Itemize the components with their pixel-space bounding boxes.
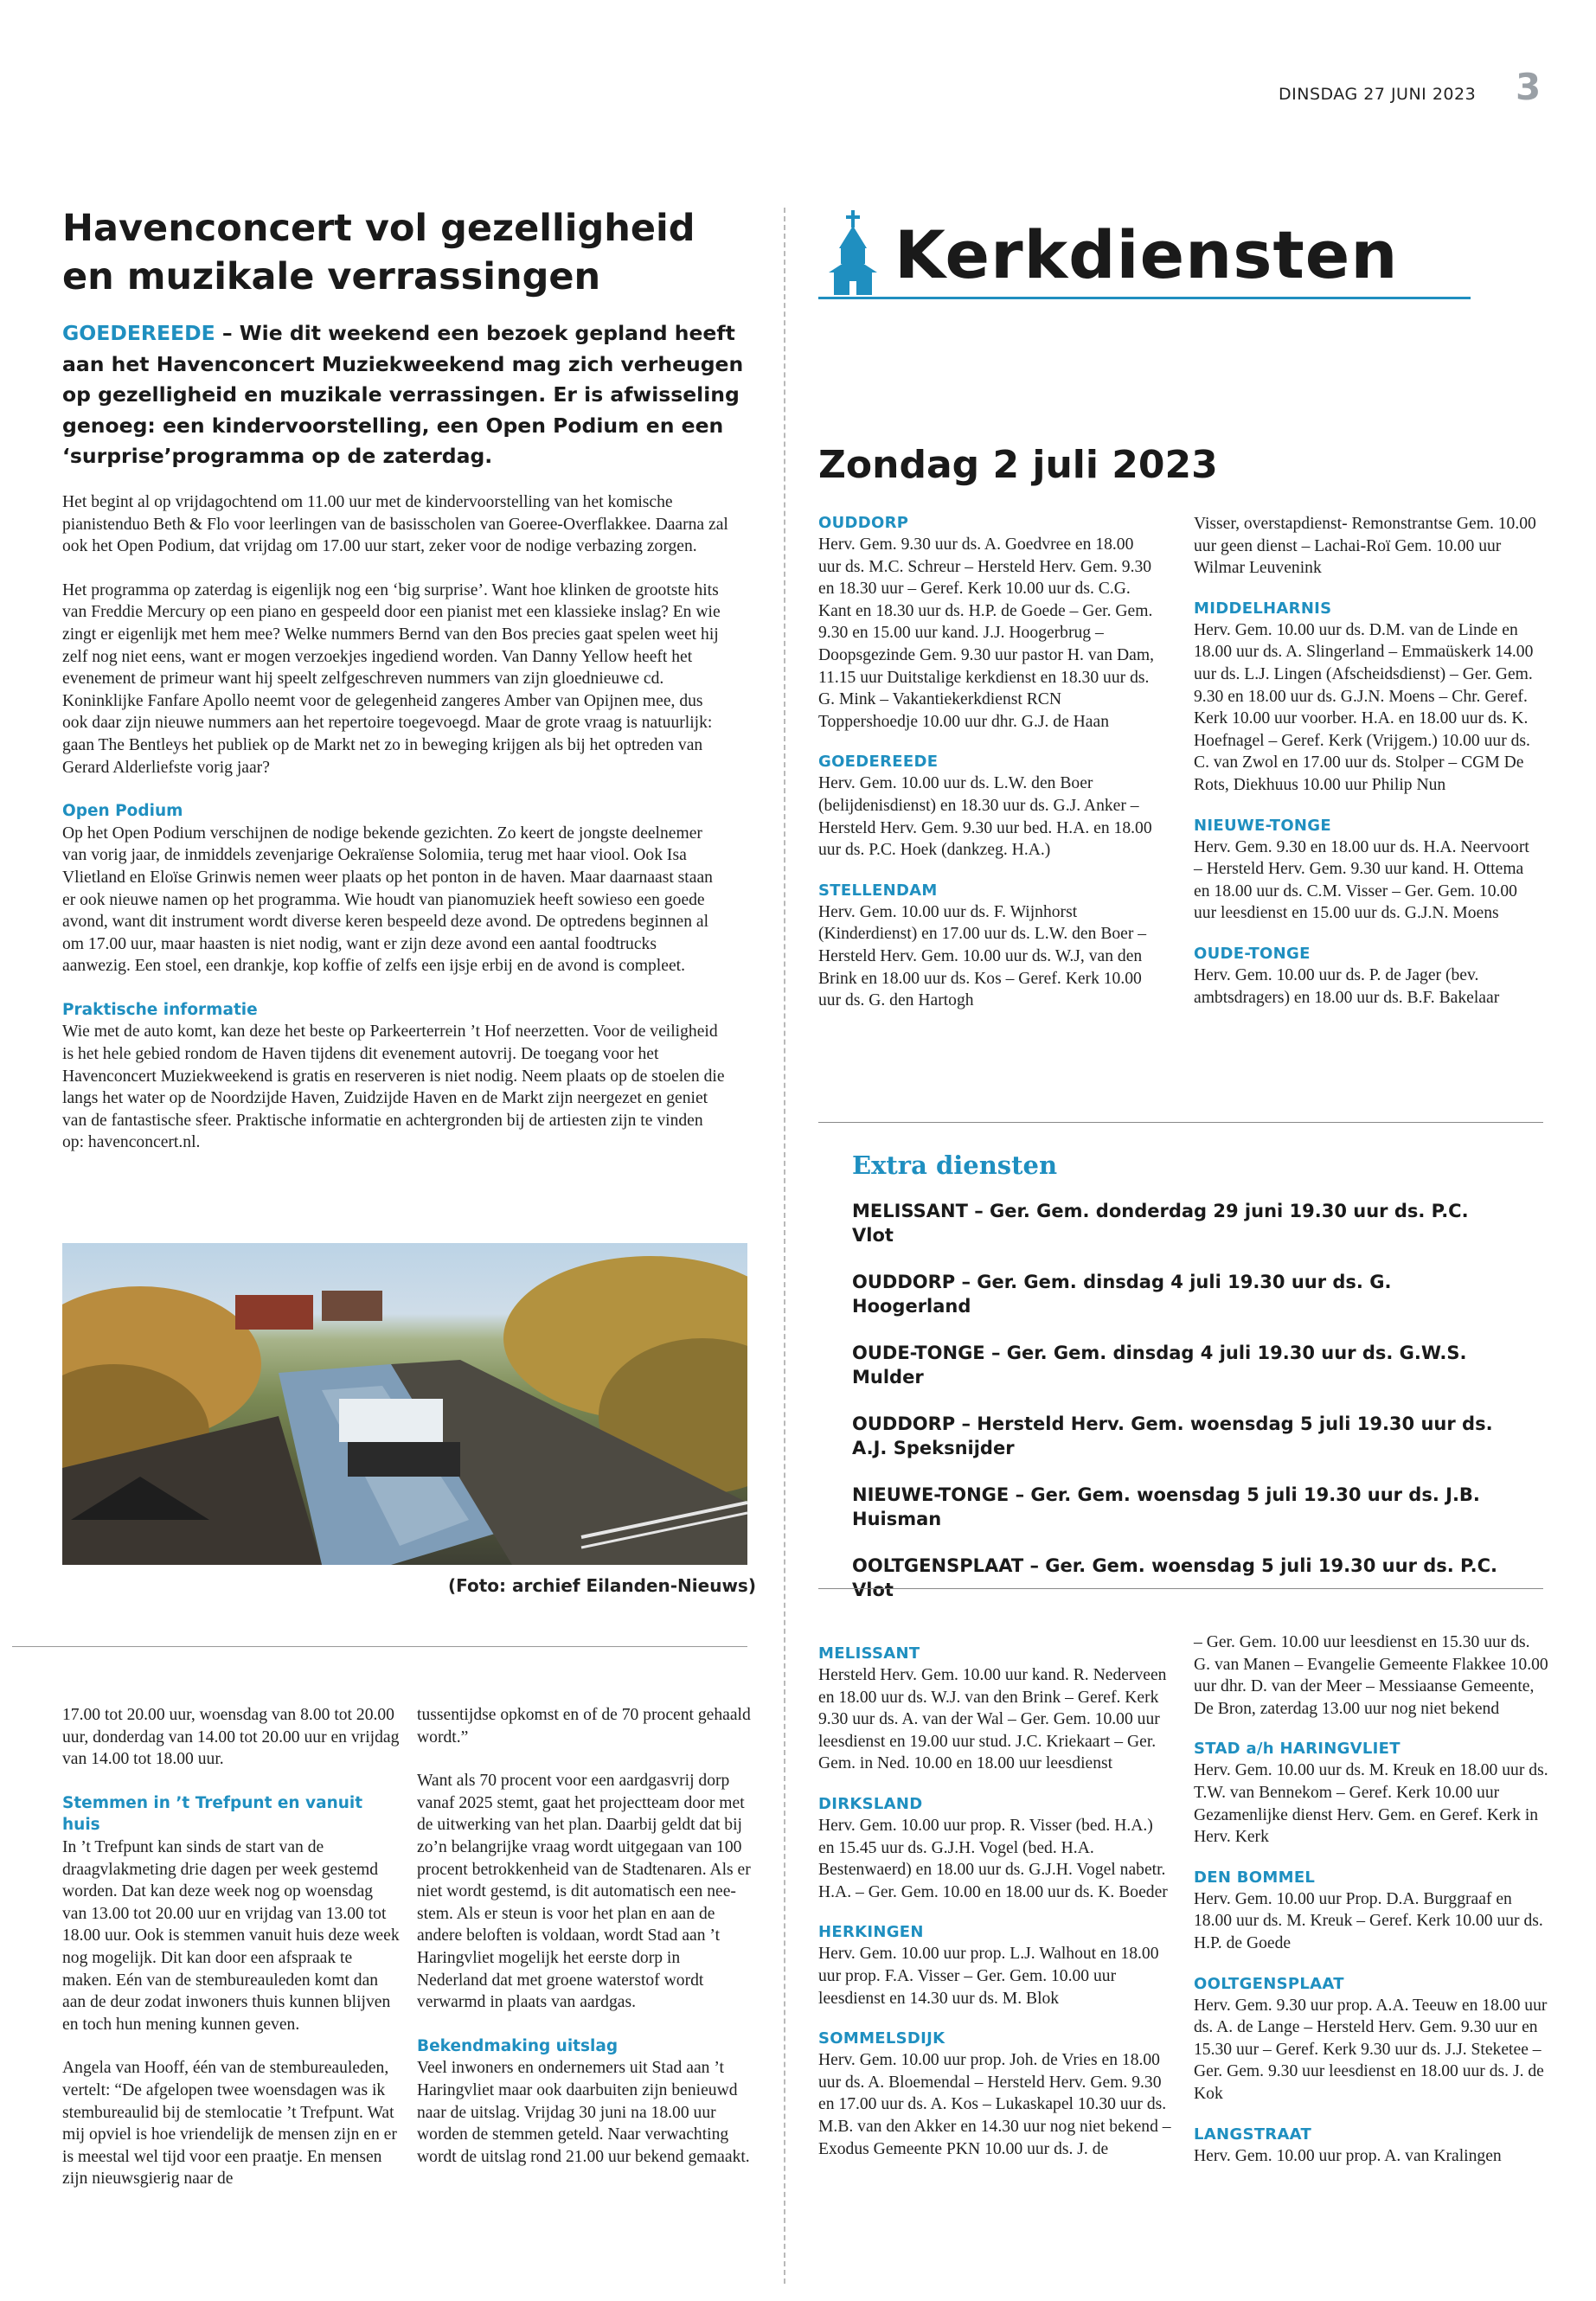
service-text: Herv. Gem. 10.00 uur ds. P. de Jager (bev. ambtsdragers) en 18.00 uur ds. B.F. Bakelaar	[1194, 965, 1500, 1007]
kerkdiensten-title-rule	[818, 297, 1471, 299]
place-name: DEN BOMMEL	[1194, 1868, 1316, 1887]
extra-diensten-title: Extra diensten	[852, 1150, 1058, 1180]
place-name: MIDDELHARNIS	[1194, 599, 1332, 618]
service-text: Herv. Gem. 10.00 uur ds. L.W. den Boer (belijdenisdienst) en 18.30 uur ds. G.J. Anker – Hersteld Herv. Gem. 9.30 uur bed. H.A. en 18.00 uur ds. P.C. Hoek (dankzeg. H.A.)	[818, 774, 1152, 860]
place-name: OUDE-TONGE	[1194, 944, 1311, 963]
church-entry	[1194, 1739, 1548, 1848]
place-name: STELLENDAM	[818, 881, 938, 900]
article-body	[62, 491, 728, 1176]
church-icon	[829, 210, 877, 299]
continued-column-1	[62, 1704, 400, 2212]
continued-paragraph-3: Angela van Hooff, één van de stembureauleden, vertelt: “De afgelopen twee woensdagen was ik stembureaulid bij de stemlocatie ’t Trefpunt. Wat mij opviel is hoe vriendelijk de mensen zijn en er is meestal wel tijd voor een praatje. En mensen zijn nieuwsgierig naar de	[62, 2059, 397, 2189]
page-date: DINSDAG 27 JUNI 2023	[1279, 85, 1477, 104]
church-entry	[818, 1644, 1173, 1775]
extra-service-item: OUDE-TONGE – Ger. Gem. dinsdag 4 juli 19.30 uur ds. G.W.S. Mulder	[852, 1343, 1467, 1388]
church-entry	[1194, 1974, 1548, 2106]
church-icon-svg	[829, 210, 877, 295]
church-entry	[1194, 2125, 1548, 2168]
church-entry	[1194, 944, 1540, 1009]
place-name: GOEDEREEDE	[818, 753, 939, 772]
place-name: OOLTGENSPLAAT	[1194, 1974, 1344, 1993]
service-text: Herv. Gem. 10.00 uur Prop. D.A. Burggraaf en 18.00 uur ds. M. Kreuk – Geref. Kerk 10.00 uur ds. H.P. de Goede	[1194, 1889, 1543, 1952]
article-paragraph-2: Het programma op zaterdag is eigenlijk nog een ‘big surprise’. Want hoe klinken de grootste hits van Freddie Mercury op een piano en gespeeld door een pianist met een klassieke inslag? En wie zingt er eigenlijk met hem mee? Welke nummers Bernd van den Bos precies gaat spelen weet hij zelf nog niet eens, want er mogen verzoekjes ingediend worden. Van Danny Yellow heeft het evenement de primeur want hij speelt zelfgeschreven nummers van zijn gloednieuwe cd. Koninklijke Fanfare Apollo neemt voor de gelegenheid zangeres Amber van Opijnen mee, dus ook daar zijn nieuwe nummers aan het repertoire toegevoegd. Maar de grote vraag is natuurlijk: gaan The Bentleys het publiek op de Markt net zo in beweging krijgen als bij het optreden van Gerard Alderliefste vorig jaar?	[62, 580, 721, 777]
service-text: Hersteld Herv. Gem. 10.00 uur kand. R. Nederveen en 18.00 uur ds. W.J. van den Brink – Geref. Kerk 9.30 uur ds. A. van der Wal – Ger. Gem. 10.00 uur leesdienst en 19.00 uur stud. J.C. Kriekaart – Ger. Gem. in Ned. 10.00 en 18.00 uur leesdienst	[818, 1666, 1167, 1773]
article-paragraph-4: Wie met de auto komt, kan deze het beste op Parkeerterrein ’t Hof neerzetten. Voor de veiligheid is het hele gebied rondom de Haven tijdens dit evenement autovrij. De toegang voor het Havenconcert Muziekweekend is gratis en reserveren is niet nodig. Neem plaats op de stoelen die langs het water op de Noordzijde Haven, Zuidzijde Haven en de Markt zijn neergezet en geniet van de fantastische sfeer. Praktische informatie en achtergronden bij de artiesten zijn te vinden op: havenconcert.nl.	[62, 1022, 725, 1152]
article-title-line1: Havenconcert vol gezelligheid	[62, 207, 695, 250]
extra-service-item: OUDDORP – Ger. Gem. dinsdag 4 juli 19.30 uur ds. G. Hoogerland	[852, 1272, 1392, 1317]
continued-subhead-uitslag: Bekendmaking uitslag	[417, 2036, 619, 2055]
service-text: Herv. Gem. 9.30 uur prop. A.A. Teeuw en 18.00 uur ds. A. de Lange – Hersteld Herv. Gem. 9.30 uur en 15.30 uur – Geref. Kerk 9.30 uur ds. J.J. Steketee – Ger. Gem. 9.30 uur leesdienst en 18.00 uur ds. J. de Kok	[1194, 1996, 1548, 2103]
church-entry	[818, 752, 1156, 861]
kerkdiensten-column-2	[1194, 513, 1540, 1028]
extra-diensten-bottom-rule	[818, 1588, 1543, 1589]
place-name: NIEUWE-TONGE	[1194, 816, 1331, 835]
service-text-continued: Visser, overstapdienst- Remonstrantse Gem. 10.00 uur geen dienst – Lachai-Roï Gem. 10.00 uur Wilmar Leuvenink	[1194, 515, 1536, 578]
service-text: Herv. Gem. 10.00 uur prop. Joh. de Vries en 18.00 uur ds. A. Bloemendal – Hersteld Herv. Gem. 9.30 en 17.00 uur ds. A. Kos – Lukaskapel 10.30 uur ds. M.B. van den Akker en 14.30 uur nog niet bekend – Exodus Gemeente PKN 10.00 uur ds. J. de	[818, 2051, 1171, 2158]
kerkdiensten-date: Zondag 2 juli 2023	[818, 443, 1218, 487]
service-text: Herv. Gem. 10.00 uur ds. F. Wijnhorst (Kinderdienst) en 17.00 uur ds. L.W. den Boer – Hersteld Herv. Gem. 10.00 uur ds. W.J, van den Brink en 18.00 uur ds. Kos – Geref. Kerk 10.00 uur ds. G. den Hartogh	[818, 902, 1147, 1010]
article-subhead-praktische-informatie: Praktische informatie	[62, 1000, 258, 1019]
kerkdiensten-column-3	[818, 1644, 1173, 2179]
article-title	[62, 204, 772, 301]
continued-paragraph-4: tussentijdse opkomst en of de 70 procent gehaald wordt.”	[417, 1706, 751, 1747]
church-entry	[1194, 599, 1540, 797]
church-entry	[1194, 1868, 1548, 1955]
article-title-line2: en muzikale verrassingen	[62, 255, 601, 298]
service-text: Herv. Gem. 10.00 uur prop. L.J. Walhout en 18.00 uur prop. F.A. Visser – Ger. Gem. 10.00 uur leesdienst en 14.30 uur ds. M. Blok	[818, 1945, 1159, 2008]
service-text-continued: – Ger. Gem. 10.00 uur leesdienst en 15.30 uur ds. G. van Manen – Evangelie Gemeente Flakkee 10.00 uur dhr. D. van der Meer – Messiaanse Gemeente, De Bron, zaterdag 13.00 uur nog niet bekend	[1194, 1633, 1548, 1718]
church-entry	[818, 881, 1156, 1012]
church-entry	[818, 2029, 1173, 2160]
continued-paragraph-2: In ’t Trefpunt kan sinds de start van de draagvlakmeting drie dagen per week gestemd worden. Dat kan deze week nog op woensdag van 13.00 tot 20.00 uur en vrijdag van 13.00 tot 18.00 uur. Ook is stemmen vanuit huis deze week nog mogelijk. Dit kan door een afspraak te maken. Eén van de stembureauleden komt dan aan de deur zodat inwoners thuis kunnen blijven en toch hun mening kunnen geven.	[62, 1837, 400, 2034]
service-text: Herv. Gem. 10.00 uur prop. A. van Kralingen	[1194, 2146, 1502, 2165]
article-paragraph-1: Het begint al op vrijdagochtend om 11.00 uur met de kindervoorstelling van het komische pianistenduo Beth & Flo voor leerlingen van de basisscholen van Goeree-Overflakkee. Daarna zal ook het Open Podium, dat vrijdag om 17.00 uur start, zeker voor de nodige verbazing zorgen.	[62, 493, 728, 556]
church-entry	[818, 1922, 1173, 2009]
extra-service-item: OUDDORP – Hersteld Herv. Gem. woensdag 5 juli 19.30 uur ds. A.J. Speksnijder	[852, 1413, 1493, 1458]
place-name: DIRKSLAND	[818, 1794, 923, 1813]
service-text: Herv. Gem. 10.00 uur ds. M. Kreuk en 18.00 uur ds. T.W. van Bennekom – Geref. Kerk 10.00 uur Gezamenlijke dienst Herv. Gem. en Geref. Kerk in Herv. Kerk	[1194, 1761, 1548, 1847]
extra-service-item: MELISSANT – Ger. Gem. donderdag 29 juni 19.30 uur ds. P.C. Vlot	[852, 1201, 1469, 1246]
extra-diensten-top-rule	[818, 1122, 1543, 1123]
continued-column-2	[417, 1704, 754, 2189]
place-name: LANGSTRAAT	[1194, 2125, 1312, 2144]
place-name: STAD a/h HARINGVLIET	[1194, 1740, 1401, 1759]
article-paragraph-3: Op het Open Podium verschijnen de nodige bekende gezichten. Zo keert de jongste deelnemer van vorig jaar, de inmiddels zevenjarige Oekraïense Solomiia, terug met haar viool. Ook Isa Vlietland en Eloïse Grinwis nemen weer plaats op het ponton in de haven. Maar daarnaast staan er ook nieuwe namen op het programma. Wie houdt van pianomuziek heeft sowieso een goede avond, want dit instrument wordt diverse keren bespeeld deze avond. De optredens beginnen al om 17.00 uur, maar haasten is niet nodig, want er zijn deze avond een aantal foodtrucks aanwezig. Een stoel, een drankje, kop koffie of zelfs een ijsje erbij en de avond is compleet.	[62, 824, 713, 976]
kerkdiensten-title: Kerkdiensten	[894, 216, 1399, 293]
kerkdiensten-column-4	[1194, 1631, 1548, 2186]
kerkdiensten-column-1	[818, 513, 1156, 1031]
continued-paragraph-5: Want als 70 procent voor een aardgasvrij dorp vanaf 2025 stemt, gaat het projectteam door met de uitwerking van het plan. Daarbij geldt dat bij zo’n belangrijke vraag wordt uitgegaan van 100 procent betrokkenheid van de Stadtenaren. Als er niet wordt gestemd, is dit automatisch een nee-stem. Als er steun is voor het plan en aan de andere beloften is voldaan, wordt Stad aan ’t Haringvliet mogelijk het eerste dorp in Nederland dat met groene waterstof wordt verwarmd in plaats van aardgas.	[417, 1772, 751, 2012]
column-divider	[784, 208, 785, 2284]
service-text: Herv. Gem. 9.30 en 18.00 uur ds. H.A. Neervoort – Hersteld Herv. Gem. 9.30 uur kand. H. Ottema en 18.00 uur ds. C.M. Visser – Ger. Gem. 10.00 uur leesdienst en 15.00 uur ds. G.J.N. Moens	[1194, 837, 1529, 923]
extra-service-item: NIEUWE-TONGE – Ger. Gem. woensdag 5 juli 19.30 uur ds. J.B. Huisman	[852, 1484, 1480, 1529]
church-entry	[818, 513, 1156, 733]
page-number: 3	[1516, 66, 1542, 108]
continued-paragraph-6: Veel inwoners en ondernemers uit Stad aan ’t Haringvliet maar ook daarbuiten zijn benieuwd naar de uitslag. Vrijdag 30 juni na 18.00 uur worden de stemmen geteld. Naar verwachting wordt de uitslag rond 21.00 uur bekend gemaakt.	[417, 2059, 750, 2166]
article-lead-text: – Wie dit weekend een bezoek gepland heeft aan het Havenconcert Muziekweekend mag zich verheugen op gezelligheid en muzikale verrassingen. Er is afwisseling genoeg: een kindervoorstelling, een Open Podium en een ‘surprise’programma op de zaterdag.	[62, 321, 744, 468]
article-subhead-open-podium: Open Podium	[62, 802, 183, 821]
extra-service-item: OOLTGENSPLAAT – Ger. Gem. woensdag 5 juli 19.30 uur ds. P.C. Vlot	[852, 1555, 1497, 1600]
service-text: Herv. Gem. 10.00 uur ds. D.M. van de Linde en 18.00 uur ds. A. Slingerland – Emmaüskerk 14.00 uur ds. L.J. Lingen (Afscheidsdienst) – Ger. Gem. 9.30 en 18.00 uur ds. G.J.N. Moens – Chr. Geref. Kerk 10.00 uur voorber. H.A. en 18.00 uur ds. K. Hoefnagel – Geref. Kerk (Vrijgem.) 10.00 uur ds. C. van Zwol en 17.00 uur ds. Stolper – CGM De Rots, Diekhuus 10.00 uur Philip Nun	[1194, 620, 1534, 794]
continued-subhead-stemmen: Stemmen in ’t Trefpunt en vanuit huis	[62, 1793, 363, 1835]
extra-diensten-box	[852, 1150, 1509, 1625]
church-entry	[1194, 816, 1540, 925]
church-entry	[818, 1794, 1173, 1903]
place-name: HERKINGEN	[818, 1923, 924, 1942]
photo-credit: (Foto: archief Eilanden-Nieuws)	[448, 1575, 756, 1596]
harbour-concert-photo	[62, 1243, 747, 1565]
service-text: Herv. Gem. 9.30 uur ds. A. Goedvree en 18.00 uur ds. M.C. Schreur – Hersteld Herv. Gem. 9.30 en 18.30 uur – Geref. Kerk 10.00 uur ds. C.G. Kant en 18.30 uur ds. H.P. de Goede – Ger. Gem. 9.30 en 15.00 uur kand. J.J. Hoogerbrug – Doopsgezinde Gem. 9.30 uur pastor H. van Dam, 11.15 uur Duitstalige kerkdienst en 18.30 uur ds. G. Mink – Vakantiekerkdienst RCN Toppershoedje 10.00 uur dhr. G.J. de Haan	[818, 535, 1154, 731]
service-text: Herv. Gem. 10.00 uur prop. R. Visser (bed. H.A.) en 15.45 uur ds. G.J.H. Vogel (bed. H.A. Bestenwaerd) en 18.00 uur ds. G.J.H. Vogel nabetr. H.A. – Ger. Gem. 10.00 en 18.00 uur ds. K. Boeder	[818, 1816, 1168, 1901]
article-dateline: GOEDEREEDE	[62, 321, 215, 345]
place-name: OUDDORP	[818, 514, 909, 532]
section-rule-left	[12, 1646, 747, 1647]
article-lead	[62, 318, 754, 472]
harbour-illustration	[62, 1243, 747, 1565]
place-name: MELISSANT	[818, 1644, 920, 1663]
place-name: SOMMELSDIJK	[818, 2029, 945, 2048]
continued-paragraph-1: 17.00 tot 20.00 uur, woensdag van 8.00 tot 20.00 uur, donderdag van 14.00 tot 20.00 uur en vrijdag van 14.00 tot 18.00 uur.	[62, 1706, 400, 1769]
